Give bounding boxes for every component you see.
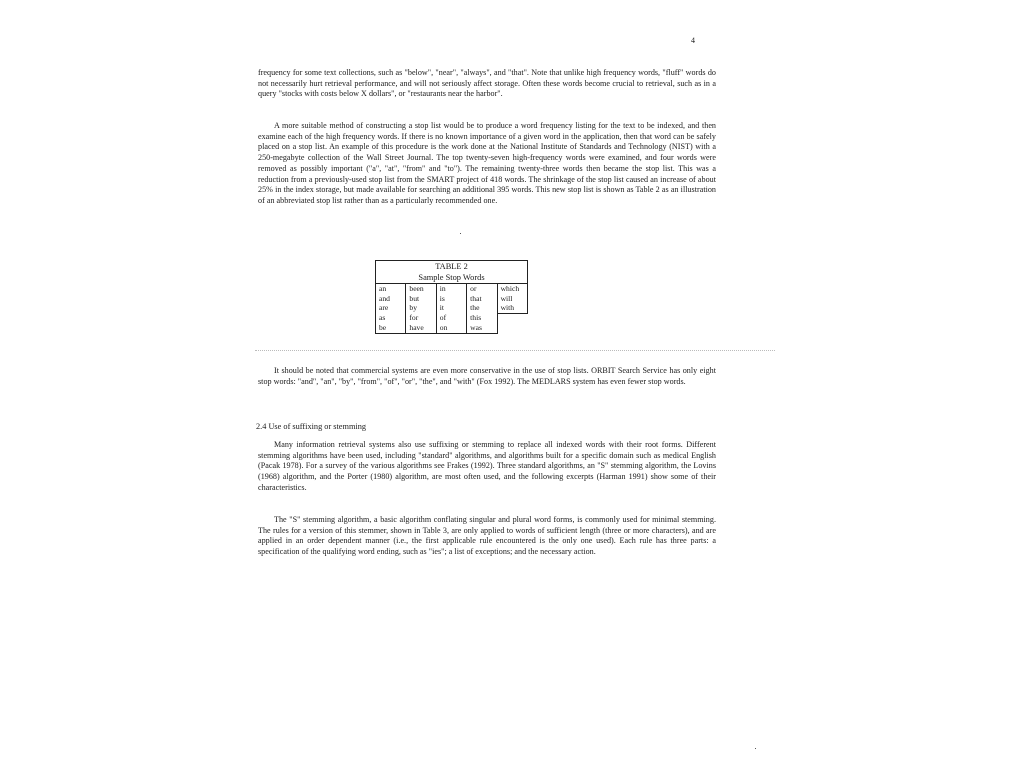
table-row (376, 303, 528, 313)
table-cell: are (376, 303, 406, 313)
table-cell: but (406, 294, 436, 304)
table-cell: have (406, 323, 436, 333)
paragraph-stop-list-method: A more suitable method of constructing a stop list would be to produce a word frequency listing for the text to be indexed, and then examine each of the high frequency words. If there is no known importance of a given word in the application, then that word can be safely placed on a stop list. An example of this procedure is the work done at the National Institute of Standards and Technology (NIST) with a 250-megabyte collection of the Wall Street Journal. The top twenty-seven high-frequency words were examined, and four words were removed as possibly important ("a", "at", "from" and "to"). The remaining twenty-three words then became the stop list. This was a reduction from a previously-used stop list from the SMART project of 418 words. The shrinkage of the stop list caused an increase of about 25% in the index storage, but made available for searching an additional 395 words. This new stop list is shown as Table 2 as an illustration of an abbreviated stop list rather than as a particularly recommended one. (258, 121, 716, 205)
scan-dotted-line (255, 350, 775, 351)
table-cell: or (467, 284, 497, 294)
table-row (376, 294, 528, 304)
table-cell: that (467, 294, 497, 304)
table-cell: in (436, 284, 466, 294)
section-heading: 2.4 Use of suffixing or stemming (256, 422, 367, 431)
stop-words-table (375, 260, 528, 334)
table-cell: is (436, 294, 466, 304)
paragraph-stemming-intro: Many information retrieval systems also use suffixing or stemming to replace all indexed words with their root forms. Different stemming algorithms have been used, including "standard" algorithms, and algorithms built for a specific domain such as medical English (Pacak 1978). For a survey of the various algorithms see Frakes (1992). Three standard algorithms, an "S" stemming algorithm, the Lovins (1968) algorithm, and the Porter (1980) algorithm, are most often used, and the following excerpts (Harman 1991) show some of their characteristics. (258, 440, 716, 492)
scan-speck (460, 233, 461, 234)
table-caption: Sample Stop Words (418, 272, 485, 282)
scan-speck (755, 748, 756, 749)
table-cell: this (467, 313, 497, 323)
paragraph-s-stemming: The "S" stemming algorithm, a basic algorithm conflating singular and plural word forms, is commonly used for minimal stemming. The rules for a version of this stemmer, shown in Table 3, are only applied to words of sufficient length (three or more characters), and are applied in an order dependent manner (i.e., the first applicable rule encountered is the only one used). Each rule has three parts: a specification of the qualifying word ending, such as "ies"; a list of exceptions; and the necessary action. (258, 515, 716, 557)
table-cell: be (376, 323, 406, 333)
stop-words-grid (375, 283, 528, 333)
table-cell: been (406, 284, 436, 294)
table-cell: will (497, 294, 527, 304)
table-row (376, 313, 528, 323)
table-cell: and (376, 294, 406, 304)
table-cell: an (376, 284, 406, 294)
table-row (376, 284, 528, 294)
table-cell: by (406, 303, 436, 313)
table-header (375, 260, 528, 283)
paragraph-commercial-systems: It should be noted that commercial systems are even more conservative in the use of stop lists. ORBIT Search Service has only eight stop words: "and", "an", "by", "from", "of", "or", "the", and "with" (Fox 1992). The MEDLARS system has even fewer stop words. (258, 366, 716, 386)
table-cell: it (436, 303, 466, 313)
table-cell: on (436, 323, 466, 333)
table-cell: as (376, 313, 406, 323)
paragraph-fluff-words: frequency for some text collections, such as "below", "near", "always", and "that". Note that unlike high frequency words, "fluff" words do not necessarily hurt retrieval performance, and will not seriously affect storage. Often these words become crucial to retrieval, such as in a query "stocks with costs below X dollars", or "restaurants near the harbor". (258, 68, 716, 99)
page-number: 4 (691, 36, 695, 45)
table-cell: for (406, 313, 436, 323)
table-cell: which (497, 284, 527, 294)
table-cell: of (436, 313, 466, 323)
table-cell: was (467, 323, 497, 333)
table-cell: the (467, 303, 497, 313)
table-cell: with (497, 303, 527, 313)
table-row (376, 323, 528, 333)
table-label: TABLE 2 (435, 262, 468, 271)
table-cell (497, 313, 527, 323)
table-cell (497, 323, 527, 333)
